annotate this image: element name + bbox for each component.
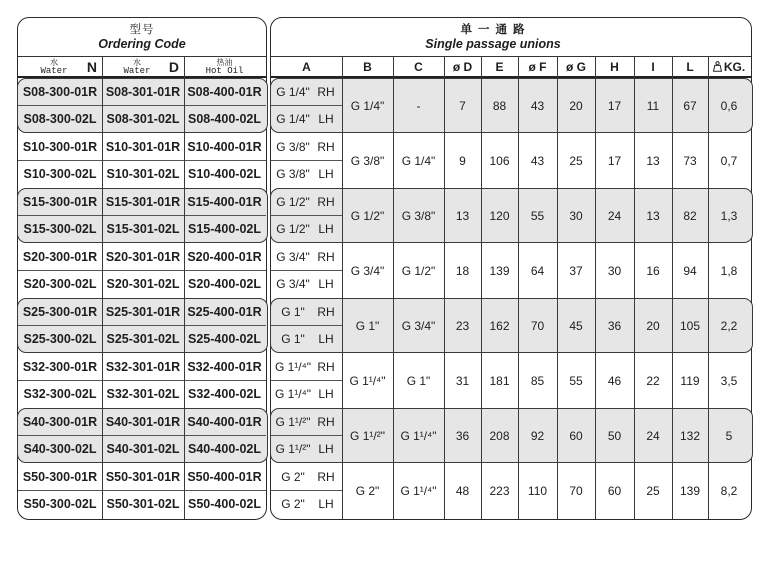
column-header-row bbox=[271, 56, 751, 78]
ordering-code-cell: S10-400-01R bbox=[187, 139, 262, 154]
spec-value-b: G 3/4" bbox=[350, 263, 385, 278]
column-header-label-en: Water bbox=[40, 65, 68, 76]
ordering-code-cell: S15-301-02L bbox=[106, 222, 180, 237]
thread-size-a-cell: G 1/2" bbox=[276, 222, 310, 237]
weight-icon-ring bbox=[716, 62, 719, 65]
column-header-label bbox=[40, 58, 67, 76]
ordering-code-cell: S32-400-01R bbox=[187, 359, 262, 374]
column-divider bbox=[481, 56, 482, 519]
column-divider bbox=[102, 56, 103, 519]
thread-size-a-cell: G 3/4" bbox=[276, 249, 310, 264]
spec-value-e: 181 bbox=[489, 373, 510, 388]
ordering-code-cell: S50-301-01R bbox=[105, 469, 181, 484]
union-spec-group bbox=[271, 78, 751, 133]
spec-value-h: 60 bbox=[607, 483, 622, 498]
spec-value-b: G 1/4" bbox=[350, 98, 385, 113]
spec-value-f-diameter: 110 bbox=[527, 483, 548, 498]
spec-value-l: 132 bbox=[679, 428, 701, 443]
ordering-code-cell: S25-300-02L bbox=[23, 332, 97, 347]
column-header-kg bbox=[708, 57, 750, 76]
ordering-code-cell: S50-400-01R bbox=[187, 469, 262, 484]
spec-value-e: 223 bbox=[489, 483, 510, 498]
spec-value-c: G 3/4" bbox=[401, 318, 436, 333]
ordering-code-cell: S15-301-01R bbox=[105, 194, 181, 209]
spec-value-g-diameter: 70 bbox=[569, 483, 583, 498]
column-header-water-n bbox=[18, 57, 102, 76]
ordering-code-group bbox=[18, 353, 266, 408]
spec-value-f-diameter: 92 bbox=[530, 428, 545, 443]
spec-value-kg: 1,3 bbox=[720, 208, 738, 223]
spec-value-g-diameter: 25 bbox=[569, 153, 583, 168]
ordering-code-cell: S20-400-01R bbox=[187, 249, 262, 264]
ordering-code-cell: S08-400-02L bbox=[188, 112, 261, 127]
thread-hand-cell: RH bbox=[317, 194, 335, 209]
thread-hand-cell: LH bbox=[318, 167, 334, 182]
spec-value-h: 50 bbox=[607, 428, 622, 443]
thread-size-a-cell: G 1¹/²" bbox=[275, 414, 311, 429]
spec-value-i: 20 bbox=[646, 318, 660, 333]
ordering-code-cell: S25-400-02L bbox=[188, 332, 261, 347]
column-header-label-en: Water bbox=[123, 65, 151, 76]
thread-hand-cell: LH bbox=[318, 222, 334, 237]
spec-value-kg: 0,6 bbox=[720, 98, 738, 113]
ordering-code-title-en: Ordering Code bbox=[98, 37, 186, 51]
row-divider bbox=[18, 490, 266, 491]
spec-value-g-diameter: 45 bbox=[569, 318, 583, 333]
column-divider bbox=[557, 56, 558, 519]
ordering-code-cell: S32-301-01R bbox=[105, 359, 181, 374]
thread-hand-cell: LH bbox=[318, 387, 334, 402]
unions-title-en: Single passage unions bbox=[425, 37, 561, 51]
column-header-row bbox=[18, 56, 266, 78]
ordering-code-cell: S15-300-01R bbox=[22, 194, 98, 209]
spec-value-g-diameter: 55 bbox=[569, 373, 583, 388]
column-header-hot-oil bbox=[184, 57, 265, 76]
ordering-code-cell: S20-301-01R bbox=[105, 249, 181, 264]
ordering-code-title bbox=[18, 18, 266, 56]
spec-value-f-diameter: 43 bbox=[530, 153, 545, 168]
row-divider bbox=[271, 490, 342, 491]
spec-value-e: 88 bbox=[492, 98, 507, 113]
ordering-code-cell: S50-400-02L bbox=[188, 497, 261, 512]
column-header-h bbox=[595, 57, 634, 76]
ordering-code-cell: S20-300-02L bbox=[23, 277, 97, 292]
column-header-label-cn: 水 bbox=[49, 57, 58, 67]
spec-value-c: G 1/4" bbox=[401, 153, 436, 168]
thread-hand-cell: LH bbox=[318, 442, 334, 457]
row-divider bbox=[18, 270, 266, 271]
column-header-label-en: Hot Oil bbox=[205, 65, 244, 76]
thread-size-a-cell: G 1/4" bbox=[276, 84, 310, 99]
spec-value-i: 16 bbox=[646, 263, 660, 278]
spec-value-c: - bbox=[416, 98, 421, 113]
ordering-code-group bbox=[18, 133, 266, 188]
ordering-code-cell: S25-300-01R bbox=[22, 304, 98, 319]
thread-size-a-cell: G 3/4" bbox=[276, 277, 310, 292]
spec-value-i: 11 bbox=[646, 98, 660, 113]
thread-size-a-cell: G 1¹/²" bbox=[275, 442, 311, 457]
column-header-i bbox=[634, 57, 672, 76]
thread-hand-cell: RH bbox=[317, 139, 335, 154]
spec-value-f-diameter: 43 bbox=[530, 98, 545, 113]
spec-value-f-diameter: 55 bbox=[530, 208, 545, 223]
ordering-code-cell: S08-301-01R bbox=[105, 84, 181, 99]
spec-value-d-diameter: 7 bbox=[459, 98, 466, 113]
column-header-label-cn: 水 bbox=[132, 57, 141, 67]
ordering-code-cell: S50-300-02L bbox=[23, 497, 97, 512]
ordering-code-cell: S10-400-02L bbox=[188, 167, 261, 182]
thread-size-a-cell: G 2" bbox=[281, 469, 305, 484]
column-header-label: C bbox=[414, 59, 423, 74]
spec-value-f-diameter: 70 bbox=[530, 318, 545, 333]
ordering-code-cell: S08-400-01R bbox=[187, 84, 262, 99]
ordering-code-cell: S32-300-01R bbox=[22, 359, 98, 374]
spec-value-h: 17 bbox=[607, 98, 622, 113]
spec-value-kg: 3,5 bbox=[720, 373, 738, 388]
ordering-code-group bbox=[18, 298, 266, 353]
union-spec-group bbox=[271, 133, 751, 188]
spec-value-i: 24 bbox=[646, 428, 660, 443]
ordering-code-cell: S15-400-01R bbox=[187, 194, 262, 209]
spec-value-l: 82 bbox=[683, 208, 697, 223]
spec-value-h: 46 bbox=[607, 373, 622, 388]
weight-icon-body bbox=[713, 65, 721, 71]
column-header-letter: D bbox=[168, 58, 179, 75]
thread-hand-cell: RH bbox=[317, 304, 335, 319]
ordering-code-cell: S10-301-02L bbox=[106, 167, 180, 182]
spec-value-d-diameter: 36 bbox=[455, 428, 470, 443]
ordering-code-cell: S32-400-02L bbox=[188, 387, 261, 402]
ordering-code-cell: S20-300-01R bbox=[22, 249, 98, 264]
row-divider bbox=[18, 215, 266, 216]
thread-size-a-cell: G 1¹/⁴" bbox=[274, 359, 312, 374]
ordering-code-group bbox=[18, 408, 266, 463]
spec-value-f-diameter: 64 bbox=[530, 263, 545, 278]
column-header-label: E bbox=[495, 59, 504, 74]
row-divider bbox=[271, 325, 342, 326]
ordering-code-title-cn: 型号 bbox=[129, 22, 155, 36]
ordering-code-cell: S40-301-02L bbox=[106, 442, 180, 457]
spec-value-i: 22 bbox=[646, 373, 660, 388]
spec-value-b: G 2" bbox=[355, 483, 380, 498]
ordering-code-cell: S10-300-02L bbox=[23, 167, 97, 182]
column-header-label: B bbox=[363, 59, 372, 74]
spec-value-kg: 1,8 bbox=[720, 263, 738, 278]
ordering-code-section bbox=[17, 17, 267, 520]
column-divider bbox=[444, 56, 445, 519]
thread-size-a-cell: G 3/8" bbox=[276, 167, 310, 182]
column-header-label-cn: 热油 bbox=[216, 57, 233, 67]
union-spec-group bbox=[271, 353, 751, 408]
ordering-code-cell: S15-400-02L bbox=[188, 222, 261, 237]
ordering-code-cell: S25-301-02L bbox=[106, 332, 180, 347]
spec-value-l: 94 bbox=[683, 263, 697, 278]
column-header-label bbox=[206, 58, 244, 76]
unions-title-cn: 单 一 通 路 bbox=[460, 22, 526, 36]
row-divider bbox=[271, 380, 342, 381]
column-header-letter: N bbox=[86, 58, 97, 75]
column-header-label: L bbox=[686, 59, 694, 74]
column-header-label: I bbox=[651, 59, 655, 74]
spec-value-d-diameter: 23 bbox=[455, 318, 470, 333]
spec-value-b: G 1/2" bbox=[350, 208, 385, 223]
row-divider bbox=[271, 105, 342, 106]
spec-value-e: 208 bbox=[489, 428, 510, 443]
thread-size-a-cell: G 1" bbox=[281, 332, 305, 347]
column-divider bbox=[342, 56, 343, 519]
row-divider bbox=[271, 270, 342, 271]
column-header-label: A bbox=[302, 59, 311, 74]
column-divider bbox=[634, 56, 635, 519]
thread-hand-cell: RH bbox=[317, 359, 335, 374]
spec-value-h: 24 bbox=[607, 208, 622, 223]
spec-value-kg: 5 bbox=[725, 428, 733, 443]
spec-value-kg: 0,7 bbox=[720, 153, 738, 168]
spec-value-c: G 1¹/⁴" bbox=[400, 428, 437, 443]
thread-hand-cell: RH bbox=[317, 469, 335, 484]
spec-value-l: 139 bbox=[679, 483, 701, 498]
ordering-code-cell: S32-301-02L bbox=[106, 387, 180, 402]
column-divider bbox=[672, 56, 673, 519]
unions-title bbox=[271, 18, 751, 56]
thread-hand-cell: RH bbox=[317, 414, 335, 429]
thread-size-a-cell: G 1/4" bbox=[276, 112, 310, 127]
thread-hand-cell: LH bbox=[318, 332, 334, 347]
spec-value-c: G 1/2" bbox=[401, 263, 436, 278]
thread-size-a-cell: G 1/2" bbox=[276, 194, 310, 209]
spec-value-l: 67 bbox=[683, 98, 697, 113]
ordering-code-cell: S08-300-02L bbox=[23, 112, 97, 127]
spec-value-b: G 1" bbox=[355, 318, 380, 333]
column-header-label bbox=[123, 58, 150, 76]
ordering-code-cell: S50-300-01R bbox=[22, 469, 98, 484]
ordering-code-cell: S20-400-02L bbox=[188, 277, 261, 292]
ordering-code-cell: S40-301-01R bbox=[105, 414, 181, 429]
spec-value-b: G 3/8" bbox=[350, 153, 385, 168]
spec-value-e: 139 bbox=[489, 263, 510, 278]
spec-value-c: G 3/8" bbox=[401, 208, 436, 223]
ordering-code-cell: S08-301-02L bbox=[106, 112, 180, 127]
column-header-g-diameter bbox=[557, 57, 595, 76]
thread-hand-cell: LH bbox=[318, 112, 334, 127]
column-header-d-diameter bbox=[444, 57, 481, 76]
spec-value-e: 162 bbox=[489, 318, 510, 333]
spec-value-d-diameter: 18 bbox=[455, 263, 470, 278]
union-spec-group bbox=[271, 408, 751, 463]
ordering-code-group bbox=[18, 463, 266, 518]
row-divider bbox=[271, 160, 342, 161]
ordering-code-cell: S40-400-01R bbox=[187, 414, 262, 429]
column-header-a bbox=[271, 57, 342, 76]
column-divider bbox=[595, 56, 596, 519]
spec-value-kg: 2,2 bbox=[720, 318, 738, 333]
column-divider bbox=[708, 56, 709, 519]
ordering-code-cell: S10-301-01R bbox=[105, 139, 181, 154]
spec-value-h: 36 bbox=[607, 318, 622, 333]
ordering-code-cell: S40-300-01R bbox=[22, 414, 98, 429]
spec-value-g-diameter: 30 bbox=[569, 208, 583, 223]
row-divider bbox=[18, 435, 266, 436]
spec-value-c: G 1¹/⁴" bbox=[400, 483, 437, 498]
spec-value-l: 105 bbox=[679, 318, 701, 333]
spec-value-d-diameter: 48 bbox=[455, 483, 470, 498]
column-header-l bbox=[672, 57, 708, 76]
row-divider bbox=[271, 435, 342, 436]
spec-value-kg: 8,2 bbox=[720, 483, 738, 498]
spec-value-b: G 1¹/⁴" bbox=[349, 373, 386, 388]
column-header-f-diameter bbox=[518, 57, 557, 76]
spec-value-l: 73 bbox=[683, 153, 697, 168]
column-header-e bbox=[481, 57, 518, 76]
ordering-code-cell: S08-300-01R bbox=[22, 84, 98, 99]
ordering-code-cell: S25-301-01R bbox=[105, 304, 181, 319]
union-spec-group bbox=[271, 188, 751, 243]
row-divider bbox=[18, 380, 266, 381]
column-header-water-d bbox=[102, 57, 184, 76]
spec-value-c: G 1" bbox=[406, 373, 431, 388]
union-spec-group bbox=[271, 243, 751, 298]
spec-value-e: 120 bbox=[489, 208, 510, 223]
ordering-code-cell: S40-400-02L bbox=[188, 442, 261, 457]
ordering-code-group bbox=[18, 188, 266, 243]
spec-value-i: 13 bbox=[646, 153, 660, 168]
spec-value-g-diameter: 20 bbox=[569, 98, 583, 113]
thread-size-a-cell: G 3/8" bbox=[276, 139, 310, 154]
thread-hand-cell: LH bbox=[318, 497, 334, 512]
spec-value-b: G 1¹/²" bbox=[350, 428, 385, 443]
spec-value-g-diameter: 60 bbox=[569, 428, 583, 443]
ordering-code-cell: S40-300-02L bbox=[23, 442, 97, 457]
column-header-label: ø D bbox=[452, 59, 473, 74]
column-header-label: H bbox=[610, 59, 619, 74]
spec-value-e: 106 bbox=[489, 153, 510, 168]
ordering-code-group bbox=[18, 78, 266, 133]
spec-value-h: 30 bbox=[607, 263, 622, 278]
weight-icon-svg bbox=[713, 61, 722, 72]
union-spec-group bbox=[271, 298, 751, 353]
ordering-code-cell: S32-300-02L bbox=[23, 387, 97, 402]
spec-value-d-diameter: 13 bbox=[455, 208, 470, 223]
thread-size-a-cell: G 1¹/⁴" bbox=[274, 387, 312, 402]
ordering-code-cell: S25-400-01R bbox=[187, 304, 262, 319]
row-divider bbox=[18, 325, 266, 326]
ordering-code-cell: S20-301-02L bbox=[106, 277, 180, 292]
row-divider bbox=[18, 105, 266, 106]
thread-hand-cell: LH bbox=[318, 277, 334, 292]
spec-value-d-diameter: 9 bbox=[459, 153, 466, 168]
single-passage-unions-section bbox=[270, 17, 752, 520]
column-header-label: ø G bbox=[566, 59, 586, 74]
ordering-code-cell: S50-301-02L bbox=[106, 497, 180, 512]
row-divider bbox=[18, 160, 266, 161]
thread-hand-cell: RH bbox=[317, 249, 335, 264]
column-header-b bbox=[342, 57, 393, 76]
weight-icon bbox=[713, 61, 722, 72]
column-header-label: ø F bbox=[528, 59, 547, 74]
column-divider bbox=[518, 56, 519, 519]
column-divider bbox=[393, 56, 394, 519]
thread-size-a-cell: G 2" bbox=[281, 497, 305, 512]
thread-size-a-cell: G 1" bbox=[281, 304, 305, 319]
spec-value-f-diameter: 85 bbox=[530, 373, 545, 388]
spec-value-g-diameter: 37 bbox=[569, 263, 583, 278]
column-header-label: KG. bbox=[723, 59, 746, 74]
ordering-code-cell: S10-300-01R bbox=[22, 139, 98, 154]
ordering-code-group bbox=[18, 243, 266, 298]
spec-value-h: 17 bbox=[607, 153, 622, 168]
ordering-code-cell: S15-300-02L bbox=[23, 222, 97, 237]
column-header-c bbox=[393, 57, 444, 76]
row-divider bbox=[271, 215, 342, 216]
union-spec-group bbox=[271, 463, 751, 518]
spec-value-i: 25 bbox=[646, 483, 660, 498]
spec-value-i: 13 bbox=[646, 208, 660, 223]
spec-value-l: 119 bbox=[680, 373, 700, 388]
column-divider bbox=[184, 56, 185, 519]
thread-hand-cell: RH bbox=[317, 84, 335, 99]
spec-value-d-diameter: 31 bbox=[455, 373, 470, 388]
